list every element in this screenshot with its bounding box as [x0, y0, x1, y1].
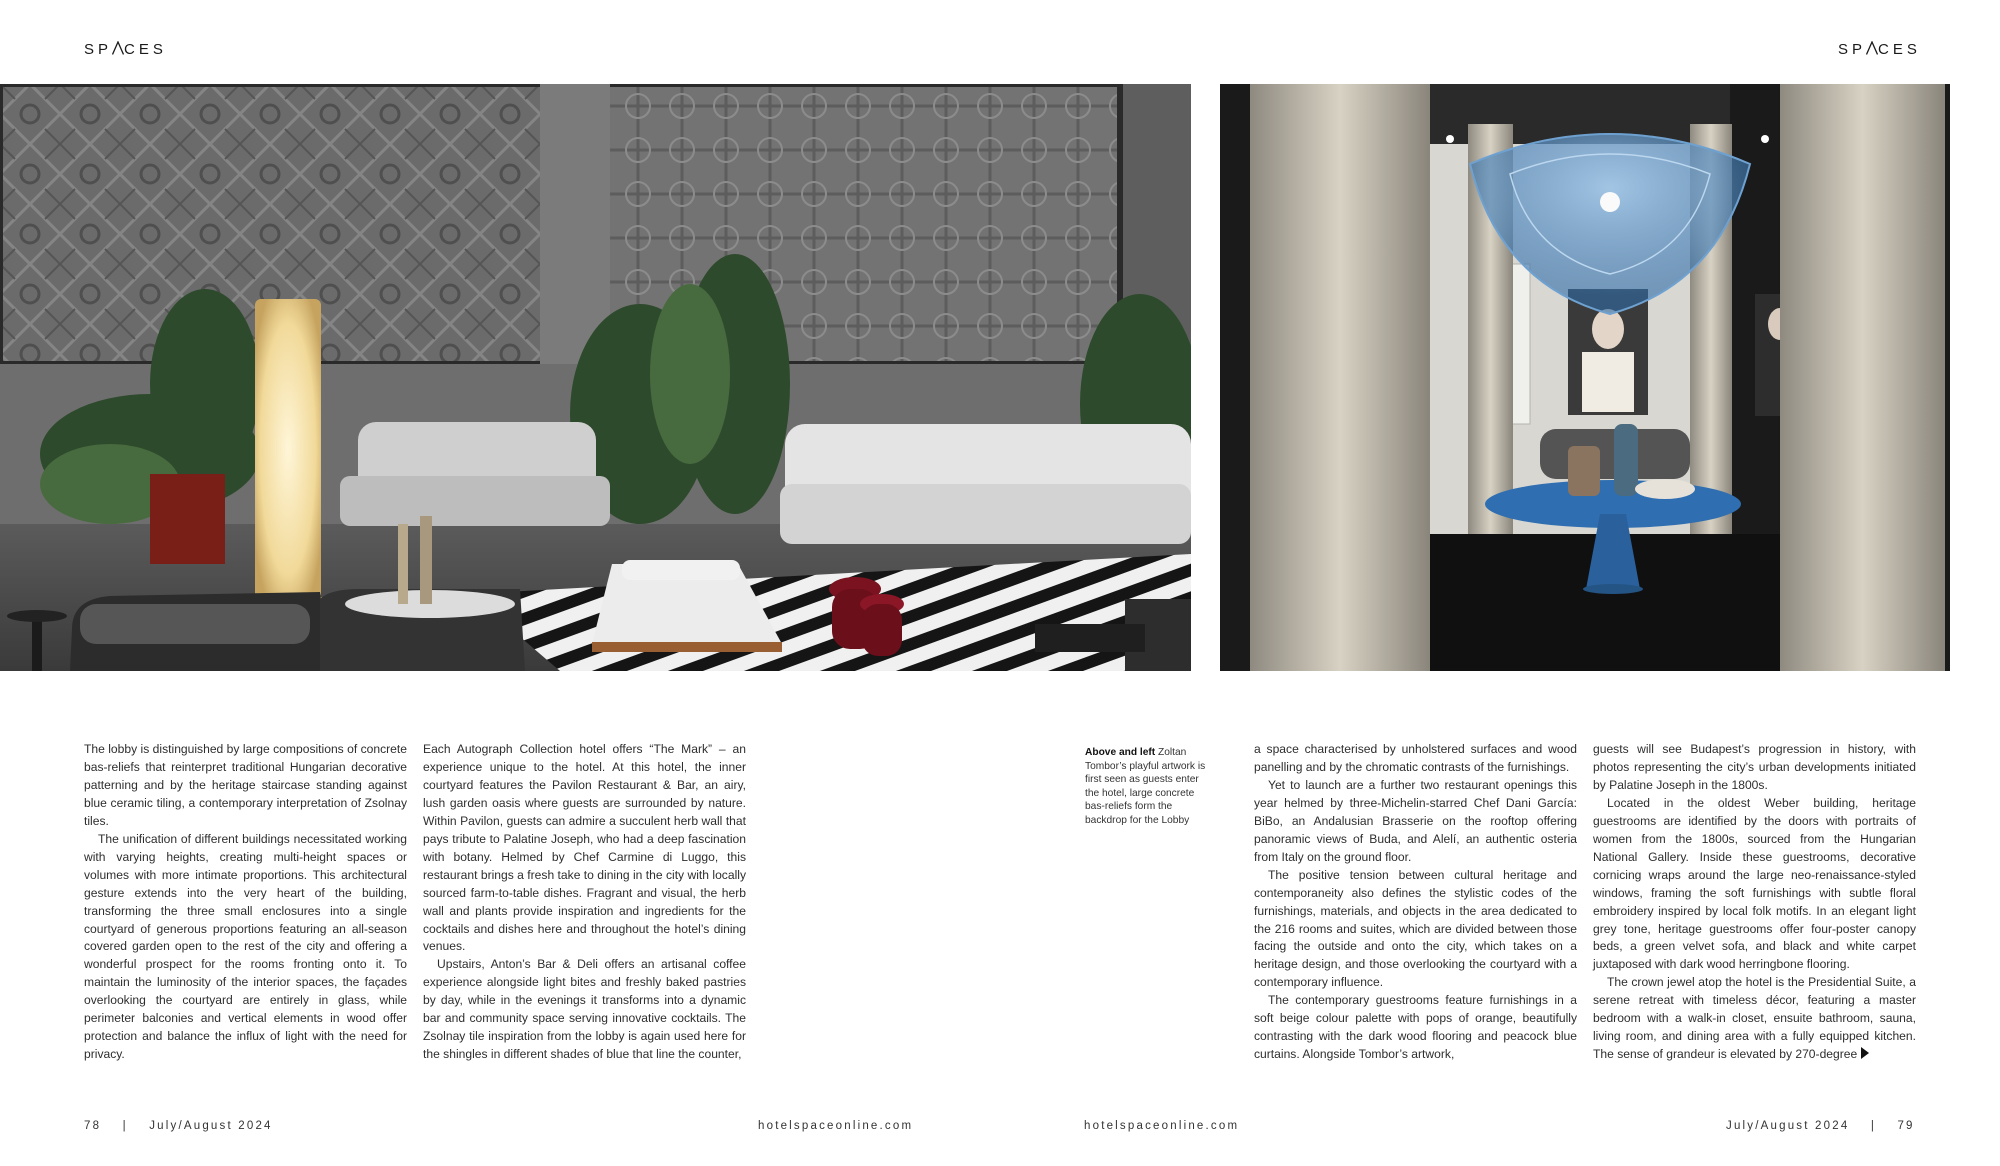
issue-date: July/August 2024	[149, 1120, 273, 1132]
paragraph: guests will see Budapest’s progression in history, with photos representing the city’s urban developments initiated by Palatine Joseph in the 1800s.	[1593, 742, 1916, 792]
article-column-2	[423, 741, 746, 1064]
left-footer-site[interactable]	[758, 1119, 913, 1133]
photo-caption	[1085, 746, 1215, 827]
paragraph: The unification of different buildings necessitated working with varying heights, creating multi-height spaces or volumes with more intimate proportions. This architectural gesture extends into the very heart of the building, transforming the three small enclosures into a single courtyard of generous proportions featuring an all-season covered garden open to the rest of the city and offering a wonderful prospect for the rooms fronting onto it. To maintain the luminosity of the interior spaces, the façades overlooking the courtyard are entirely in glass, while perimeter balconies and vertical elements in wood offer protection and balance the influx of light with the need for privacy.	[84, 831, 407, 1062]
paragraph: The lobby is distinguished by large compositions of concrete bas-reliefs that reinterpret traditional Hungarian decorative patterning and by the heritage staircase standing against blue ceramic tiling, a contemporary interpretation of Zsolnay tiles.	[84, 742, 407, 828]
right-page-logo: SP CES	[1838, 41, 1921, 58]
paragraph: The contemporary guestrooms feature furnishings in a soft beige colour palette with pops of orange, beautifully contrasting with the dark wood flooring and peacock blue curtains. Alongside Tombor’s artwork,	[1254, 993, 1577, 1062]
a-chevron-icon	[112, 41, 124, 55]
right-footer-site[interactable]	[1084, 1119, 1239, 1133]
paragraph: The positive tension between cultural heritage and contemporaneity also defines the stylistic codes of the furnishings, materials, and objects in the area dedicated to the 216 rooms and suites, which are divided between those facing the outside and onto the city, which takes on a heritage design, and those overlooking the courtyard with a contemporary influence.	[1254, 867, 1577, 990]
lobby-photo	[0, 84, 1191, 671]
paragraph: a space characterised by unholstered surfaces and wood panelling and by the chromatic contrasts of the furnishings.	[1254, 742, 1577, 774]
website-link[interactable]: hotelspaceonline.com	[1084, 1120, 1240, 1132]
footer-separator: |	[122, 1120, 128, 1132]
left-footer	[84, 1119, 273, 1133]
a-chevron-icon	[1866, 41, 1878, 55]
article-column-1	[84, 741, 407, 1064]
atrium-photo	[1220, 84, 1950, 671]
footer-separator: |	[1870, 1120, 1877, 1132]
logo-text: SP	[84, 41, 113, 58]
page-number: 79	[1897, 1120, 1915, 1132]
paragraph-text: The crown jewel atop the hotel is the Presidential Suite, a serene retreat with timeless décor, featuring a master bedroom with a walk-in closet, ensuite bathroom, sauna, living room, and dining area with a fully equipped kitchen. The sense of grandeur is elevated by 270-degree	[1593, 975, 1916, 1062]
paragraph: Each Autograph Collection hotel offers “The Mark” – an experience unique to the hotel. At this hotel, the inner courtyard features the Pavilon Restaurant & Bar, an airy, lush garden oasis where guests are surrounded by nature. Within Pavilon, guests can admire a succulent herb wall that pays tribute to Palatine Joseph, who had a deep fascination with botany. Helmed by Chef Carmine di Luggo, this restaurant brings a fresh take to dining in the city with locally sourced farm-to-table dishes. Fragrant and visual, the herb wall and plants provide inspiration and ingredients for the cocktails and dishes here and throughout the hotel’s dining venues.	[423, 742, 746, 954]
paragraph: Located in the oldest Weber building, heritage guestrooms are identified by the doors with portraits of women from the 1800s, sourced from the Hungarian National Gallery. Inside these guestrooms, decorative cornicing wraps around the large neo-renaissance-styled windows, framing the soft furnishings with subtle floral embroidery inspired by local folk motifs. In an elegant light grey tone, heritage guestrooms offer four-poster canopy beds, a green velvet sofa, and black and white carpet juxtaposed with dark wood herringbone flooring.	[1593, 795, 1916, 972]
continue-arrow-icon	[1861, 1047, 1869, 1059]
paragraph: Yet to launch are a further two restaurant openings this year helmed by three-Michelin-starred Chef Dani García: BiBo, an Andalusian Brasserie on the rooftop offering panoramic views of Buda, and Alelí, an authentic osteria from Italy on the ground floor.	[1254, 777, 1577, 864]
caption-lead: Above and left	[1085, 747, 1156, 758]
website-link[interactable]: hotelspaceonline.com	[758, 1120, 914, 1132]
left-page-logo: SP CES	[84, 41, 167, 58]
paragraph	[1593, 974, 1916, 1064]
caption-text: Zoltan Tombor’s playful artwork is first seen as guests enter the hotel, large concrete bas-reliefs form the backdrop for the Lobby	[1085, 747, 1206, 826]
right-footer	[1726, 1119, 1915, 1133]
paragraph: Upstairs, Anton’s Bar & Deli offers an artisanal coffee experience alongside light bites and freshly baked pastries by day, while in the evenings it transforms into a dynamic bar and community space serving innovative cocktails. The Zsolnay tile inspiration from the lobby is again used here for the shingles in different shades of blue that line the counter,	[423, 957, 746, 1062]
article-column-4	[1593, 741, 1916, 1064]
issue-date: July/August 2024	[1726, 1120, 1850, 1132]
page-number: 78	[84, 1120, 102, 1132]
article-column-3	[1254, 741, 1577, 1064]
